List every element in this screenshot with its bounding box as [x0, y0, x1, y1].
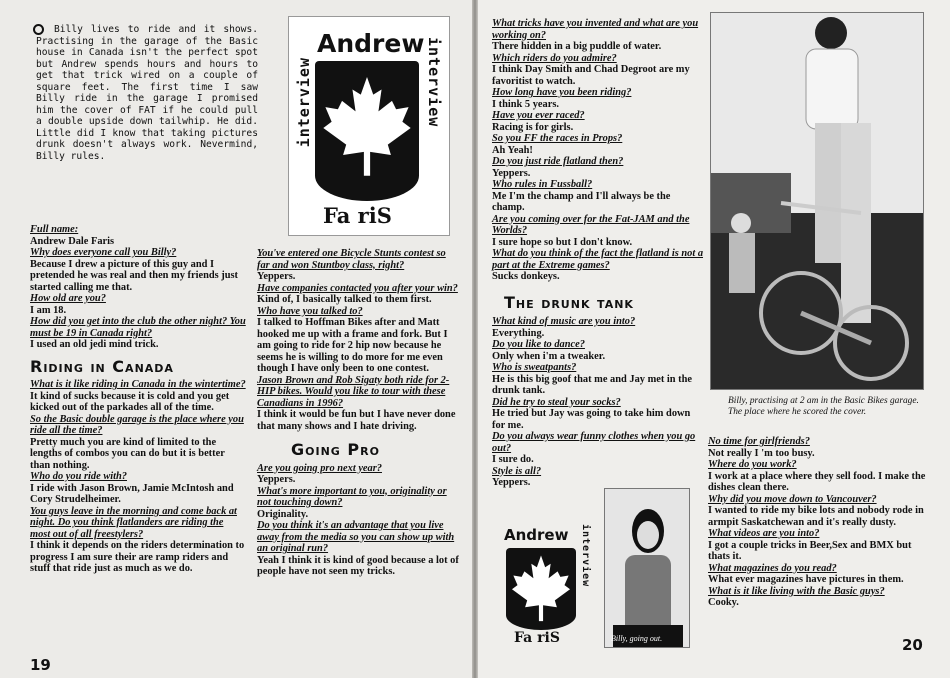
section-heading-drunk-tank: The drunk tank [504, 292, 634, 312]
answer: I ride with Jason Brown, Jamie McIntosh and Cory Strudelheimer. [30, 482, 234, 505]
going-out-photo [604, 488, 690, 648]
question: So you FF the races in Props? [492, 133, 623, 144]
qa-block [30, 379, 246, 575]
left-column-2 [257, 248, 459, 578]
question: Do you think it's an advantage that you live away from the media so you can show up with an original run? [257, 520, 455, 554]
answer: Sucks donkeys. [492, 271, 560, 282]
answer: I sure do. [492, 454, 534, 465]
question: Do you like to dance? [492, 339, 585, 350]
question: You've entered one Bicycle Stunts contest so far and won Stuntboy class, right? [257, 248, 446, 271]
bike-rider-illustration [711, 13, 924, 390]
question: Do you always wear funny clothes when you go out? [492, 431, 696, 454]
left-column-1 [30, 224, 246, 575]
answer: Only when i'm a tweaker. [492, 350, 606, 362]
logo-surname: Fa riS [514, 630, 560, 646]
question: What is it like riding in Canada in the wintertime? [30, 379, 246, 390]
riding-photo [710, 12, 924, 390]
maple-leaf-icon [315, 69, 419, 189]
answer: Because I drew a picture of this guy and I pretended he was real and then my friends just started calling me that. [30, 258, 239, 293]
question: What kind of music are you into? [492, 316, 636, 327]
answer: Yeppers. [492, 167, 531, 179]
maple-leaf-icon [506, 552, 576, 628]
question: Have you ever raced? [492, 110, 585, 121]
section-heading-going-pro: Going Pro [291, 440, 380, 459]
question: Who is sweatpants? [492, 362, 577, 373]
answer: I got a couple tricks in Beer,Sex and BMX but thats it. [708, 539, 912, 562]
right-column-2 [708, 436, 928, 609]
logo-side-text-right: interview [580, 524, 591, 588]
page-number-right: 20 [902, 636, 923, 654]
question: Who have you talked to? [257, 305, 363, 317]
question: Jason Brown and Rob Sigaty both ride for 2-HIP bikes. Would you like to tour with these Canadians in 1996? [257, 374, 450, 409]
answer: There hidden in a big puddle of water. [492, 41, 662, 52]
question: What is it like living with the Basic guys? [708, 585, 885, 597]
question: Have companies contacted you after your win? [257, 282, 458, 294]
logo-shield [315, 61, 419, 201]
qa-block [30, 224, 246, 351]
answer: I think Day Smith and Chad Degroot are my favoritist to watch. [492, 64, 690, 87]
question: Where do you work? [708, 459, 797, 470]
question: No time for girlfriends? [708, 436, 810, 447]
answer: It kind of sucks because it is cold and you get kicked out of the parkades all of the time. [30, 390, 230, 413]
question: Which riders do you admire? [492, 52, 617, 64]
portrait-illustration [605, 489, 690, 648]
answer: Everything. [492, 327, 545, 339]
answer: What ever magazines have pictures in them. [708, 574, 904, 585]
question: How old are you? [30, 293, 106, 304]
answer: Not really I 'm too busy. [708, 447, 815, 459]
answer: Yeppers. [257, 474, 296, 485]
answer: Me I'm the champ and I'll always be the champ. [492, 190, 671, 213]
question: How did you get into the club the other night? You must be 19 in Canada right? [30, 316, 246, 339]
question: Why did you move down to Vancouver? [708, 493, 877, 505]
question: Why does everyone call you Billy? [30, 247, 177, 258]
qa-block [257, 248, 459, 432]
answer: Kind of, I basically talked to them first. [257, 294, 432, 305]
question: What do you think of the fact the flatland is not a part at the Extreme games? [492, 248, 704, 271]
logo-name: Andrew [504, 526, 569, 544]
question: Full name: [30, 224, 79, 235]
right-column-1 [492, 18, 704, 489]
answer: Ah Yeah! [492, 144, 533, 156]
question: So the Basic double garage is the place where you ride all the time? [30, 413, 244, 436]
interview-logo-small [500, 524, 592, 650]
logo-shield [506, 548, 576, 630]
question: Style is all? [492, 465, 542, 477]
qa-block [708, 436, 928, 609]
interview-logo [288, 16, 450, 236]
section-heading-riding: Riding in Canada [30, 356, 174, 376]
answer: Andrew Dale Faris [30, 235, 115, 247]
logo-side-text-left: interview [295, 57, 313, 148]
answer: I work at a place where they sell food. I make the dishes clean there. [708, 470, 926, 493]
left-page [0, 0, 472, 678]
question: Do you just ride flatland then? [492, 156, 624, 167]
question: Are you coming over for the Fat-JAM and the Worlds? [492, 213, 690, 236]
answer: Yeppers. [257, 271, 296, 282]
answer: I think it would be fun but I have never done that many shows and I hate driving. [257, 409, 456, 432]
question: How long have you been riding? [492, 87, 632, 98]
answer: Yeah I think it is kind of good because a lot of people have not seen my tricks. [257, 554, 459, 577]
question: Are you going pro next year? [257, 462, 382, 474]
answer: I think it depends on the riders determination to progress I am sure their are ramp riders and stuff that ride just as much as we do. [30, 540, 245, 574]
answer: Racing is for girls. [492, 121, 574, 133]
question: You guys leave in the morning and come back at night. Do you think flatlanders are riding the most out of all freestylers? [30, 505, 237, 540]
question: What magazines do you read? [708, 562, 837, 574]
question: What videos are you into? [708, 528, 820, 539]
answer: I think 5 years. [492, 98, 559, 110]
question: Did he try to steal your socks? [492, 396, 621, 408]
question: Who do you ride with? [30, 471, 127, 482]
qa-block [492, 18, 704, 283]
intro-paragraph: Billy lives to ride and it shows. Practising in the garage of the Basic house in Canada isn't the perfect spot but Andrew spends hours and hours to get that trick wired on a couple of square feet. The first time I saw Billy ride in the garage I promised him the cover of FAT if he could pull a double upside down tailwhip. He did. Little did I know that taking pictures drunk doesn't always work. Nevermind, Billy rules. [36, 24, 258, 162]
question: Who rules in Fussball? [492, 179, 593, 190]
logo-side-text-right: interview [425, 37, 443, 128]
answer: I talked to Hoffman Bikes after and Matt hooked me up with a frame and fork. But I am going to ride for 2 hip now because he seems he is willing to do more for me even though I have only been to one contest. [257, 317, 448, 374]
photo-caption: Billy, practising at 2 am in the Basic Bikes garage. The place where he scored the cover. [728, 396, 919, 417]
question: What tricks have you invented and what are you working on? [492, 18, 699, 41]
answer: Cooky. [708, 597, 739, 608]
answer: Originality. [257, 508, 309, 520]
answer: Pretty much you are kind of limited to the lengths of combos you can do but it is better than nothing. [30, 436, 225, 471]
logo-surname: Fa riS [323, 203, 392, 228]
question: What's more important to you, originality or not touching down? [257, 485, 447, 508]
qa-block [492, 316, 704, 489]
answer: I used an old jedi mind trick. [30, 339, 159, 350]
answer: He is this big goof that me and Jay met in the drunk tank. [492, 373, 693, 396]
page-number-left: 19 [30, 656, 51, 674]
right-page [478, 0, 950, 678]
small-photo-caption: Billy, going out. [611, 634, 663, 643]
answer: He tried but Jay was going to take him down for me. [492, 408, 691, 431]
qa-block [257, 463, 459, 578]
answer: I wanted to ride my bike lots and nobody rode in armpit Saskatchewan and it's really dusty. [708, 505, 924, 528]
answer: I sure hope so but I don't know. [492, 236, 633, 248]
answer: I am 18. [30, 304, 67, 316]
answer: Yeppers. [492, 477, 531, 488]
logo-name: Andrew [317, 29, 425, 58]
